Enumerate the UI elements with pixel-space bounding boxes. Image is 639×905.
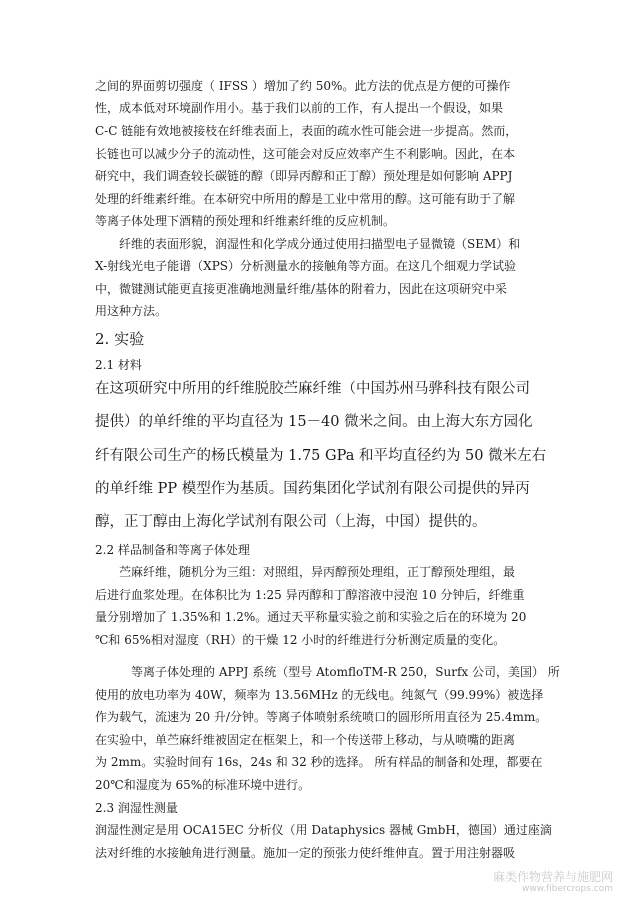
paragraph-line: 等离子体处理的 APPJ 系统（型号 AtomfloTM-R 250，Surfx 公司，美国） 所 bbox=[131, 665, 560, 679]
paragraph-line: 润湿性测定是用 OCA15EC 分析仪（用 Dataphysics 器械 GmbH，德国）通过座滴 bbox=[95, 823, 552, 837]
paragraph-line: C-C 链能有效地被接枝在纤维表面上，表面的疏水性可能会进一步提高。然而， bbox=[95, 124, 518, 138]
paragraph-line: 中，微键测试能更直接更准确地测量纤维/基体的附着力，因此在这项研究中采 bbox=[95, 282, 508, 296]
subsection-heading: 2.3 润湿性测量 bbox=[95, 801, 178, 815]
paragraph-line: 作为载气，流速为 20 升/分钟。等离子体喷射系统喷口的圆形所用直径为 25.4mm。 bbox=[95, 710, 548, 724]
paragraph-line: 苎麻纤维，随机分为三组：对照组，异丙醇预处理组，正丁醇预处理组，最 bbox=[119, 565, 516, 579]
section-heading: 2. 实验 bbox=[95, 330, 145, 348]
paragraph-line: 长链也可以减少分子的流动性，这可能会对反应效率产生不利影响。因此，在本 bbox=[95, 147, 516, 161]
paragraph-line: X-射线光电子能谱（XPS）分析测量水的接触角等方面。在这几个细观力学试验 bbox=[95, 259, 517, 273]
watermark bbox=[493, 871, 613, 895]
paragraph-line: 处理的纤维素纤维。在本研究中所用的醇是工业中常用的醇。这可能有助于了解 bbox=[95, 192, 516, 206]
watermark-text: 麻类作物营养与施肥网 bbox=[492, 870, 613, 884]
paragraph-line: 性，成本低对环境副作用小。基于我们以前的工作，有人提出一个假设，如果 bbox=[95, 101, 504, 115]
paragraph-line: 后进行血浆处理。在体积比为 1:25 异丙醇和丁醇溶液中浸泡 10 分钟后，纤维重 bbox=[95, 588, 525, 602]
paragraph-line: 使用的放电功率为 40W，频率为 13.56MHz 的无线电。纯氮气（99.99%）被选择 bbox=[95, 688, 544, 702]
paragraph-line: 的单纤维 PP 模型作为基质。国药集团化学试剂有限公司提供的异丙 bbox=[95, 481, 530, 497]
paragraph-line: 为 2mm。实验时间有 16s，24s 和 32 秒的选择。 所有样品的制备和处理，都要在 bbox=[95, 755, 543, 769]
paragraph-line: 纤维的表面形貌，润湿性和化学成分通过使用扫描型电子显微镜（SEM）和 bbox=[119, 237, 521, 251]
paragraph-line: 在这项研究中所用的纤维脱胶苎麻纤维（中国苏州马骅科技有限公司 bbox=[95, 381, 530, 397]
paragraph-line: 研究中，我们调查较长碳链的醇（即异丙醇和正丁醇）预处理是如何影响 APPJ bbox=[95, 169, 513, 183]
subsection-heading: 2.2 样品制备和等离子体处理 bbox=[95, 543, 250, 557]
paragraph-line: 醇，正丁醇由上海化学试剂有限公司（上海，中国）提供的。 bbox=[95, 514, 487, 530]
paragraph-line: 提供）的单纤维的平均直径为 15－40 微米之间。由上海大东方园化 bbox=[95, 414, 533, 430]
paragraph-line: 纤有限公司生产的杨氏模量为 1.75 GPa 和平均直径约为 50 微米左右 bbox=[95, 448, 547, 464]
paragraph-line: 量分别增加了 1.35%和 1.2%。通过天平称量实验之前和实验之后在的环境为 20 bbox=[95, 610, 527, 624]
subsection-heading: 2.1 材料 bbox=[95, 358, 142, 372]
paragraph-line: 20℃和湿度为 65%的标准环境中进行。 bbox=[95, 778, 311, 792]
paragraph-line: 之间的界面剪切强度（ IFSS ）增加了约 50%。此方法的优点是方便的可操作 bbox=[95, 79, 511, 93]
paragraph-line: 在实验中，单苎麻纤维被固定在框架上，和一个传送带上移动，与从喷嘴的距离 bbox=[95, 733, 516, 747]
watermark-url: www.fibercrops.com bbox=[522, 884, 613, 894]
paragraph-line: 法对纤维的水接触角进行测量。施加一定的预张力使纤维伸直。置于用注射器吸 bbox=[95, 846, 516, 860]
paragraph-line: 等离子体处理下酒精的预处理和纤维素纤维的反应机制。 bbox=[95, 214, 396, 228]
paragraph-line: ℃和 65%相对湿度（RH）的干燥 12 小时的纤维进行分析测定质量的变化。 bbox=[95, 633, 506, 647]
paragraph-line: 用这种方法。 bbox=[95, 304, 168, 318]
